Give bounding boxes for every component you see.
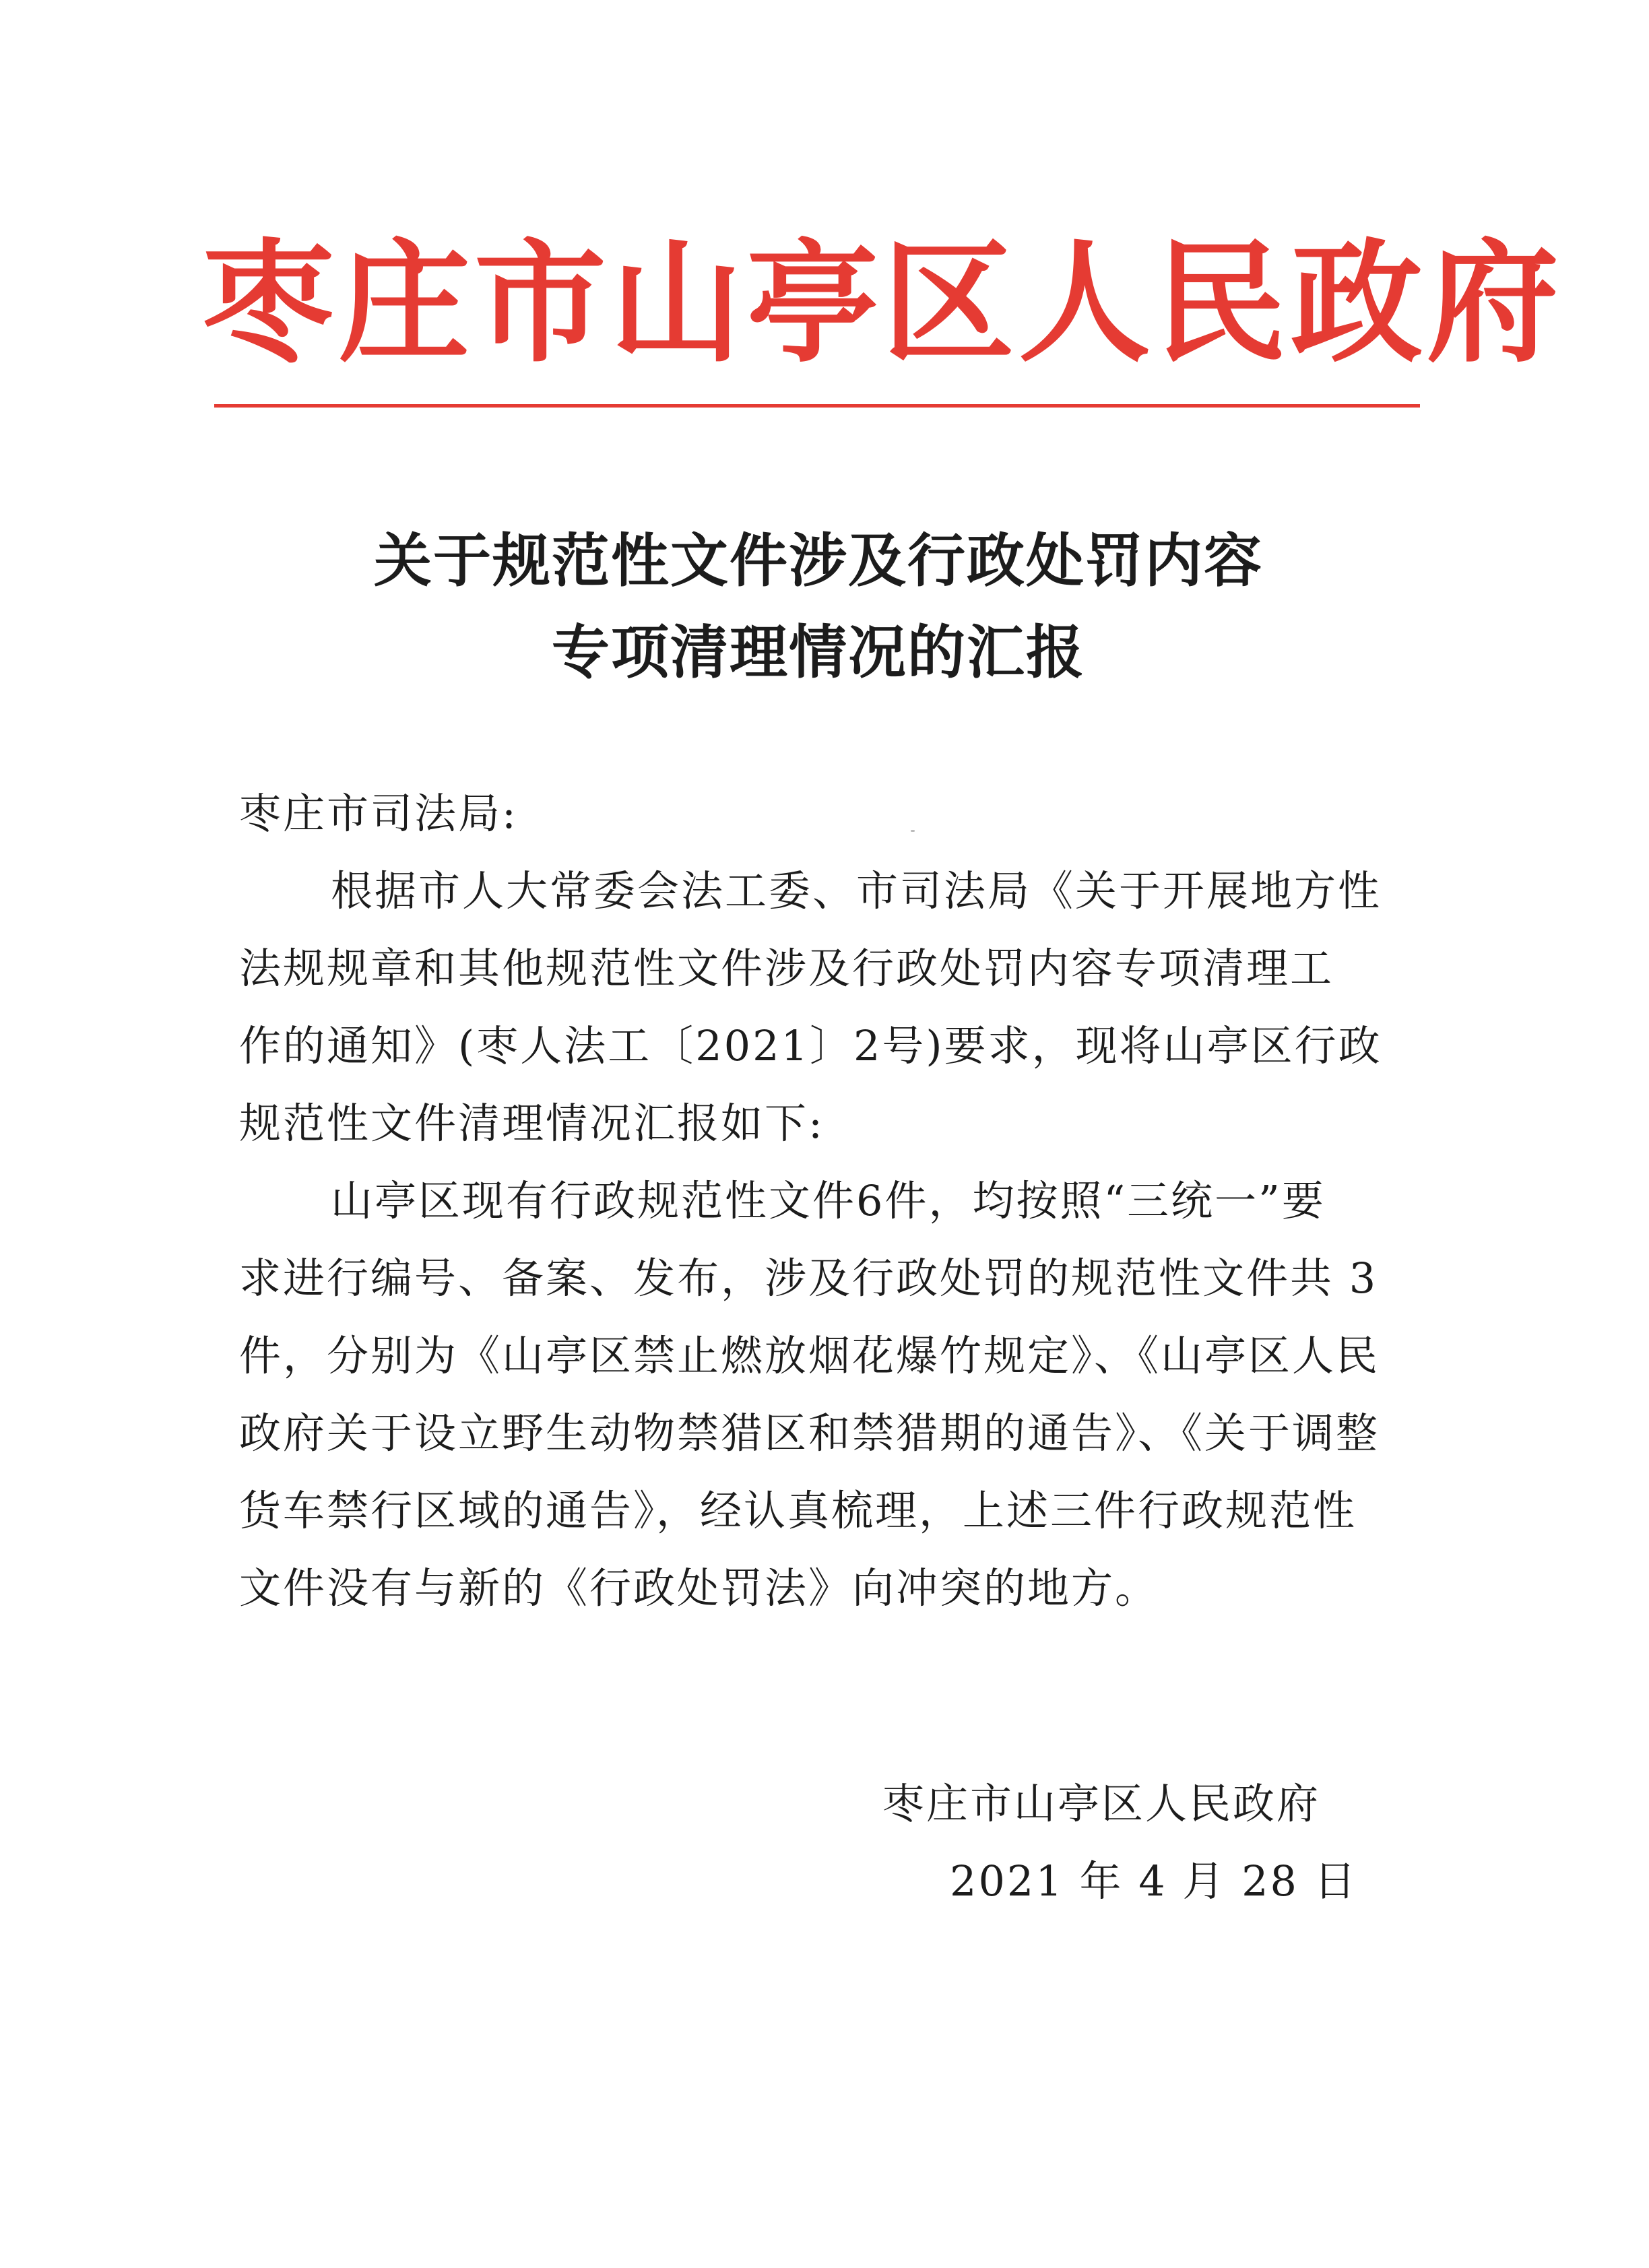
paragraph-2-line-1: 山亭区现有行政规范性文件6件，均按照“三统一”要 — [331, 1176, 1326, 1225]
masthead-title: 枣庄市山亭区人民政府 — [202, 226, 1563, 381]
paragraph-1-line-1: 根据市人大常委会法工委、市司法局《关于开展地方性 — [331, 866, 1382, 915]
signature-date: 2021 年 4 月 28 日 — [950, 1856, 1358, 1906]
document-title — [202, 515, 1435, 699]
signature-org: 枣庄市山亭区人民政府 — [882, 1779, 1321, 1828]
paragraph-2-line-3: 件，分别为《山亭区禁止燃放烟花爆竹规定》、《山亭区人民 — [239, 1331, 1380, 1380]
paragraph-2-line-4: 政府关于设立野生动物禁猎区和禁猎期的通告》、《关于调整 — [239, 1408, 1380, 1458]
document-title-line-2: 专项清理情况的汇报 — [552, 618, 1085, 686]
paragraph-1-line-3: 作的通知》(枣人法工〔2021〕2号)要求，现将山亭区行政 — [239, 1021, 1382, 1070]
paragraph-2-line-5: 货车禁行区域的通告》，经认真梳理，上述三件行政规范性 — [239, 1486, 1357, 1535]
signature-block — [882, 1765, 1394, 1920]
addressee: 枣庄市司法局: — [239, 789, 518, 838]
paragraph-1-line-2: 法规规章和其他规范性文件涉及行政处罚内容专项清理工 — [239, 944, 1334, 993]
red-rule-line — [214, 404, 1420, 408]
paragraph-2-line-6: 文件没有与新的《行政处罚法》向冲突的地方。 — [239, 1563, 1159, 1613]
paragraph-1-line-4: 规范性文件清理情况汇报如下: — [239, 1099, 825, 1148]
document-title-line-1: 关于规范性文件涉及行政处罚内容 — [374, 527, 1263, 595]
paragraph-2-line-2: 求进行编号、备案、发布，涉及行政处罚的规范性文件共 3 — [239, 1254, 1378, 1303]
masthead-red-rule — [214, 404, 1420, 408]
document-body — [239, 775, 1382, 1627]
